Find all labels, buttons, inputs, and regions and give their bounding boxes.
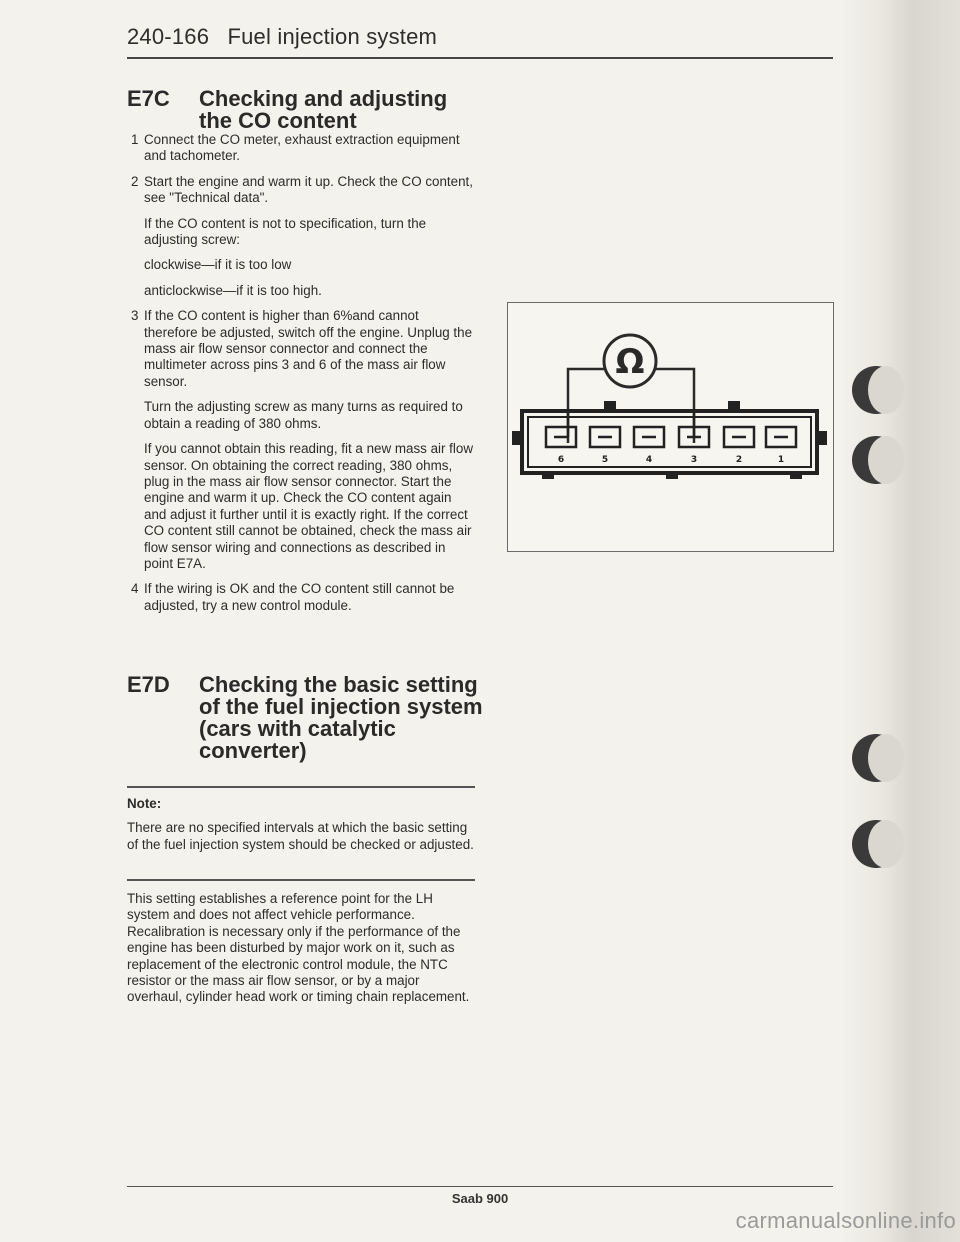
- note-label: Note:: [127, 796, 162, 811]
- chapter-title: Fuel injection system: [227, 24, 438, 49]
- paragraph: anticlockwise—if it is too high.: [144, 282, 322, 298]
- binding-edge: [840, 0, 960, 1242]
- punch-hole-inner: [868, 436, 904, 484]
- note-block: [127, 796, 475, 853]
- connector-tab: [728, 401, 740, 411]
- pin-2: [724, 427, 754, 465]
- step-number: 3: [131, 308, 139, 324]
- pin-label: 5: [601, 455, 609, 465]
- section-title: Checking the basic setting of the fuel injection system (cars with catalytic converter): [199, 672, 483, 763]
- section-body-e7c: [127, 132, 475, 623]
- section-heading-e7d: [127, 674, 487, 762]
- paragraph: This setting establishes a reference point for the LH system and does not affect vehicle performance. Recalibration is necessary only if the performance of the engine has been disturbed by major work on it, such as replacement of the electronic control module, the NTC resistor or the mass air flow sensor, or by a major overhaul, cylinder head work or timing chain replacement.: [127, 891, 470, 1005]
- page-number: 240-166: [127, 24, 210, 49]
- section-heading-e7c: [127, 88, 487, 132]
- step-2: [127, 174, 475, 207]
- pin-5: [590, 427, 620, 465]
- connector-housing: [522, 411, 817, 473]
- test-lead-left: [568, 369, 604, 443]
- paragraph: If you cannot obtain this reading, fit a new mass air flow sensor. On obtaining the correct reading, 380 ohms, plug in the mass air flow sensor connector. Start the engine and warm it up. Check the CO content again and adjust it further until it is exactly right. If the correct CO content still cannot be obtained, check the mass air flow sensor wiring and connections as described in point E7A.: [144, 441, 473, 571]
- section-code: E7C: [127, 86, 170, 111]
- connector-tab: [604, 401, 616, 411]
- pin-label: 2: [735, 455, 743, 465]
- step-3: [127, 308, 475, 390]
- section-title: Checking and adjusting the CO content: [199, 86, 448, 133]
- footer-text: Saab 900: [451, 1191, 509, 1206]
- note-rule-top: [127, 786, 475, 788]
- punch-hole-inner: [868, 820, 904, 868]
- watermark: carmanualsonline.info: [735, 1208, 956, 1233]
- footer-rule: [127, 1186, 833, 1187]
- paragraph: Turn the adjusting screw as many turns as required to obtain a reading of 380 ohms.: [144, 399, 463, 431]
- connector-figure: [507, 302, 834, 552]
- ohmmeter-icon: [604, 335, 656, 387]
- meter-symbol: Ω: [615, 342, 645, 382]
- note-rule-bottom: [127, 879, 475, 881]
- connector-ear: [819, 431, 827, 445]
- connector-inner: [528, 417, 811, 467]
- step-number: 1: [131, 132, 139, 147]
- paragraph: clockwise—if it is too low: [144, 257, 292, 273]
- punch-hole-inner: [868, 734, 904, 782]
- step-text: If the CO content is higher than 6%and cannot therefore be adjusted, switch off the engine. Unplug the mass air flow sensor connector and connect the multimeter across pins 3 and 6 of the mass air flow sensor.: [144, 308, 473, 389]
- pin-label: 4: [645, 455, 653, 465]
- pin-6: [546, 427, 576, 465]
- step-number: 2: [131, 173, 139, 189]
- connector-ear: [512, 431, 520, 445]
- section-body-e7d: [127, 891, 475, 1006]
- punch-hole-inner: [868, 366, 904, 414]
- step-4: [127, 581, 475, 614]
- pin-1: [766, 427, 796, 465]
- step-text: If the wiring is OK and the CO content still cannot be adjusted, try a new control module.: [144, 581, 455, 613]
- pin-4: [634, 427, 664, 465]
- connector-foot: [666, 473, 678, 479]
- step-text: Start the engine and warm it up. Check the CO content, see "Technical data".: [144, 173, 473, 206]
- connector-foot: [790, 473, 802, 479]
- test-lead-right: [656, 369, 694, 443]
- connector-foot: [542, 473, 554, 479]
- pin-label: 1: [777, 455, 785, 465]
- step-number: 4: [131, 581, 139, 597]
- note-text: There are no specified intervals at which the basic setting of the fuel injection system should be checked or adjusted.: [127, 820, 474, 852]
- pin-label: 6: [557, 455, 565, 465]
- step-text: Connect the CO meter, exhaust extraction equipment and tachometer.: [144, 132, 460, 164]
- paragraph: If the CO content is not to specification, turn the adjusting screw:: [144, 215, 427, 248]
- running-head: [127, 24, 437, 50]
- step-1: [127, 132, 475, 165]
- section-code: E7D: [127, 672, 170, 697]
- pin-label: 3: [690, 455, 698, 465]
- connector-diagram: [508, 303, 833, 551]
- header-rule: [127, 57, 833, 59]
